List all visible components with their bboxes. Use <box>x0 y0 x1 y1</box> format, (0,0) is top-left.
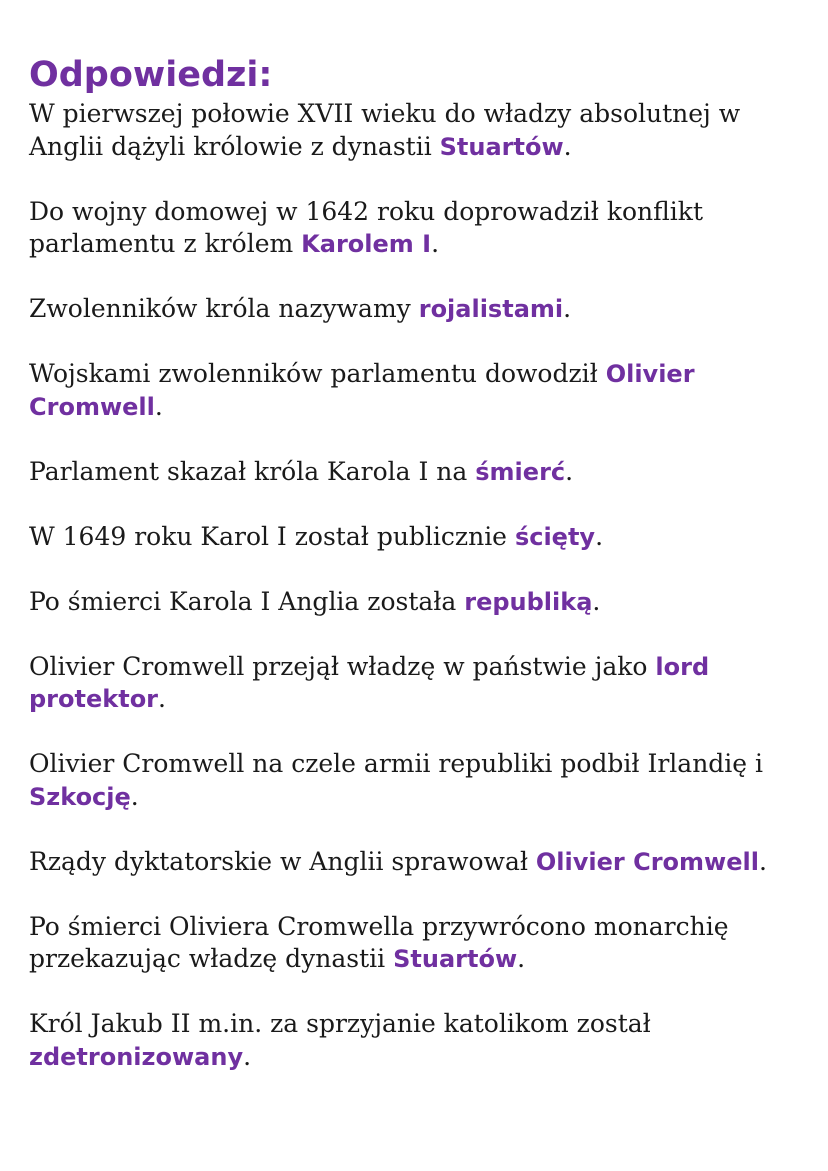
answer-punctuation: . <box>592 586 601 616</box>
answer-highlight: Stuartów <box>393 945 518 973</box>
answer-highlight: śmierć <box>475 457 566 486</box>
answer-punctuation: . <box>158 684 166 713</box>
answer-item <box>29 586 799 619</box>
answer-highlight: Olivier Cromwell <box>29 360 695 421</box>
answer-text: Olivier Cromwell przejął władzę w państwie jako <box>29 651 656 681</box>
answer-text: Wojskami zwolenników parlamentu dowodził <box>29 359 606 388</box>
answer-punctuation: . <box>130 781 139 811</box>
answers-sheet <box>29 52 799 1106</box>
answer-text: Parlament skazał króla Karola I na <box>29 456 476 486</box>
answer-text: W 1649 roku Karol I został publicznie <box>29 521 515 551</box>
answer-text: W pierwszej połowie XVII wieku do władzy absolutnej w Anglii dążyli królowie z dynastii <box>29 99 741 161</box>
answer-item <box>29 1008 799 1073</box>
page-title: Odpowiedzi: <box>29 55 273 95</box>
answer-text: Rządy dyktatorskie w Anglii sprawował <box>29 846 536 876</box>
answer-text: Do wojny domowej w 1642 roku doprowadził konflikt parlamentu z królem <box>29 196 703 258</box>
answer-highlight: Olivier Cromwell <box>535 847 759 876</box>
answer-punctuation: . <box>431 229 440 258</box>
answer-text: Po śmierci Karola I Anglia została <box>29 586 465 616</box>
answer-text: Po śmierci Oliviera Cromwella przywrócono monarchię przekazując władzę dynastii <box>29 911 729 973</box>
answer-highlight: zdetronizowany <box>29 1042 244 1071</box>
answer-highlight: republiką <box>464 587 593 616</box>
answer-punctuation: . <box>758 846 767 876</box>
answer-highlight: rojalistami <box>418 295 564 323</box>
answer-item <box>29 196 799 261</box>
answer-punctuation: . <box>595 521 604 551</box>
answer-punctuation: . <box>517 944 526 973</box>
answer-punctuation: . <box>565 456 574 486</box>
answer-item <box>29 911 799 976</box>
answer-highlight: Karolem I <box>301 230 432 258</box>
answer-item <box>29 456 799 489</box>
answer-item <box>29 521 799 554</box>
answer-text: Olivier Cromwell na czele armii republiki podbił Irlandię i <box>29 749 764 778</box>
answer-item <box>29 846 799 879</box>
answer-item <box>29 293 799 326</box>
answer-highlight: Stuartów <box>439 132 564 161</box>
answer-highlight: ścięty <box>514 522 596 551</box>
answer-highlight: lord protektor <box>29 652 710 713</box>
answer-highlight: Szkocję <box>29 782 131 811</box>
answer-text: Zwolenników króla nazywamy <box>29 294 419 323</box>
answer-text: Król Jakub II m.in. za sprzyjanie katolikom został <box>29 1009 651 1038</box>
answer-punctuation: . <box>563 294 572 323</box>
answer-item <box>29 98 799 163</box>
answer-punctuation: . <box>243 1041 252 1071</box>
answer-item <box>29 651 799 716</box>
answer-punctuation: . <box>563 131 572 161</box>
answer-punctuation: . <box>154 391 163 421</box>
answer-item <box>29 358 799 423</box>
answer-item <box>29 748 799 813</box>
